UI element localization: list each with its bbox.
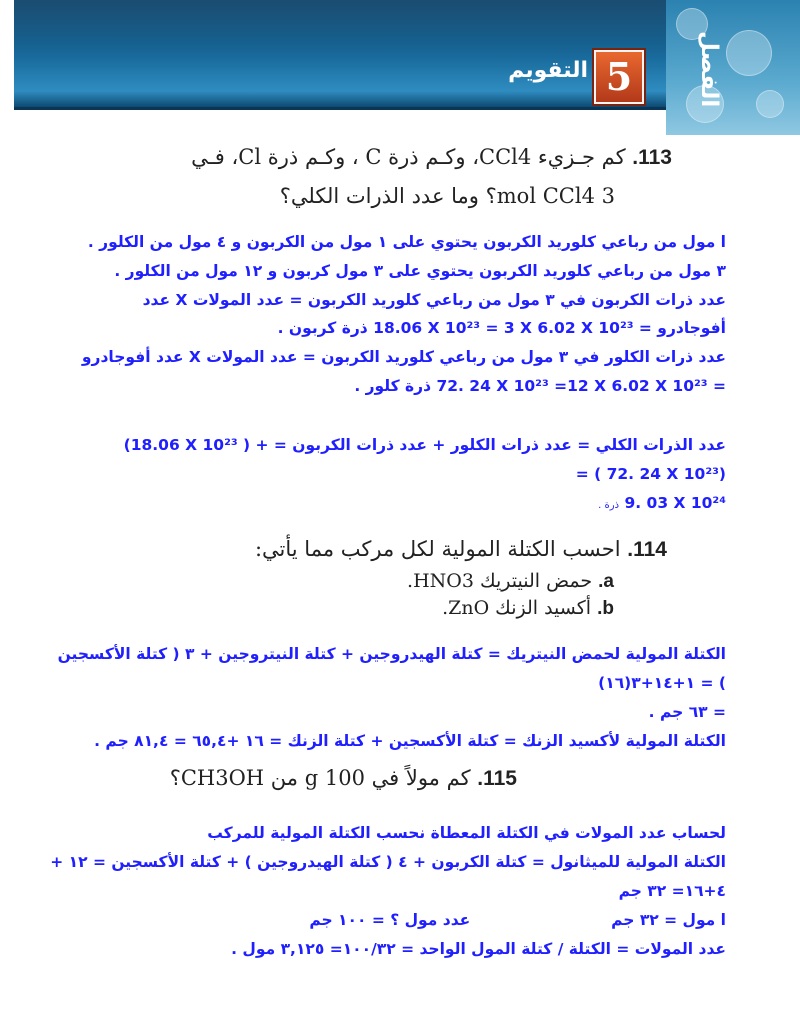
chapter-number: 5 — [605, 54, 633, 99]
question-114-item-a — [407, 570, 614, 593]
answer-equation: 72. 24 X 10²³ =12 X 6.02 X 10²³ — [436, 377, 708, 395]
answer-113-line: ٣ مول من رباعي كلوريد الكربون يحتوي على ٣ مول كربون و ١٢ مول من الكلور . — [114, 262, 726, 280]
item-label: b. — [597, 598, 614, 619]
answer-115-line: ٤+١٦= ٣٢ جم — [618, 882, 726, 900]
answer-text: ذرة كلور . — [354, 377, 432, 395]
answer-113-line: ا مول من رباعي كلوريد الكربون يحتوي على ١ مول من الكربون و ٤ مول من الكلور . — [87, 233, 726, 251]
answer-text: ذرة كربون . — [277, 319, 368, 337]
question-113-line2: 3 mol CCl4؟ وما عدد الذرات الكلي؟ — [279, 184, 615, 208]
item-label: a. — [598, 571, 614, 592]
answer-114-line: الكتلة المولية لأكسيد الزنك = كتلة الأكسجين + كتلة الزنك = ١٦ +٦٥,٤ = ٨١,٤ جم . — [94, 732, 726, 750]
answer-113-line — [598, 494, 726, 512]
answer-equation: 9. 03 X 10²⁴ — [624, 494, 726, 512]
question-114-item-b — [442, 597, 614, 620]
question-text: كم جـزيء CCl4، وكـم ذرة C ، وكـم ذرة Cl، فـي — [191, 145, 626, 169]
answer-text: = — [713, 377, 726, 395]
question-113-line1 — [191, 145, 672, 170]
question-number: 114. — [627, 538, 667, 561]
molecule-decoration — [726, 30, 772, 76]
answer-equation: 18.06 X 10²³ = 3 X 6.02 X 10²³ — [373, 319, 634, 337]
answer-115-line — [309, 911, 726, 929]
answer-113-line: = ( 72. 24 X 10²³) — [575, 465, 726, 483]
answer-text: ذرة . — [598, 500, 620, 511]
chapter-side-label: الفصل — [696, 30, 722, 108]
chapter-header — [14, 0, 800, 107]
answer-113-line: عدد ذرات الكلور في ٣ مول من رباعي كلوريد الكربون = عدد المولات X عدد أفوجادرو — [81, 348, 726, 366]
molecule-decoration — [756, 90, 784, 118]
answer-113-line — [354, 377, 726, 395]
item-text: أكسيد الزنك ZnO. — [442, 597, 592, 619]
answer-text: أفوجادرو = — [638, 319, 726, 337]
answer-115-line: عدد المولات = الكتلة / كتلة المول الواحد = ١٠٠/٣٢= ٣,١٢٥ مول . — [231, 940, 726, 958]
question-number: 115. — [477, 767, 517, 790]
answer-113-line — [124, 436, 726, 454]
chapter-number-box — [594, 50, 644, 104]
answer-113-line: عدد ذرات الكربون في ٣ مول من رباعي كلوريد الكربون = عدد المولات X عدد — [142, 291, 726, 309]
answer-text: ا مول = ٣٢ جم — [611, 911, 726, 929]
answer-text: عدد الذرات الكلي = عدد ذرات الكلور + عدد ذرات الكربون = — [273, 436, 726, 454]
question-text: كم مولاً في 100 g من CH3OH؟ — [169, 766, 471, 790]
header-band — [14, 0, 666, 110]
answer-115-line: لحساب عدد المولات في الكتلة المعطاة نحسب الكتلة المولية للمركب — [207, 824, 726, 842]
question-number: 113. — [632, 146, 672, 169]
item-text: حمض النيتريك HNO3. — [407, 570, 593, 592]
answer-114-line: = ٦٣ جم . — [648, 703, 726, 721]
answer-114-line: ) = ١+١٤+٣(١٦) — [598, 674, 726, 692]
answer-equation: (18.06 X 10²³ ) + — [123, 436, 269, 454]
answer-113-line — [278, 319, 726, 337]
answer-text: عدد مول ؟ = ١٠٠ جم — [309, 911, 471, 929]
question-text: احسب الكتلة المولية لكل مركب مما يأتي: — [254, 537, 621, 561]
answer-115-line: الكتلة المولية للميثانول = كتلة الكربون + ٤ ( كتلة الهيدروجين ) + كتلة الأكسجين = ١٢ + — [50, 853, 726, 871]
question-114-line1 — [255, 537, 667, 562]
answer-114-line: الكتلة المولية لحمض النيتريك = كتلة الهيدروجين + كتلة النيتروجين + ٣ ( كتلة الأكسجين — [57, 645, 726, 663]
section-title: التقويم — [508, 58, 588, 83]
question-115 — [170, 766, 517, 791]
